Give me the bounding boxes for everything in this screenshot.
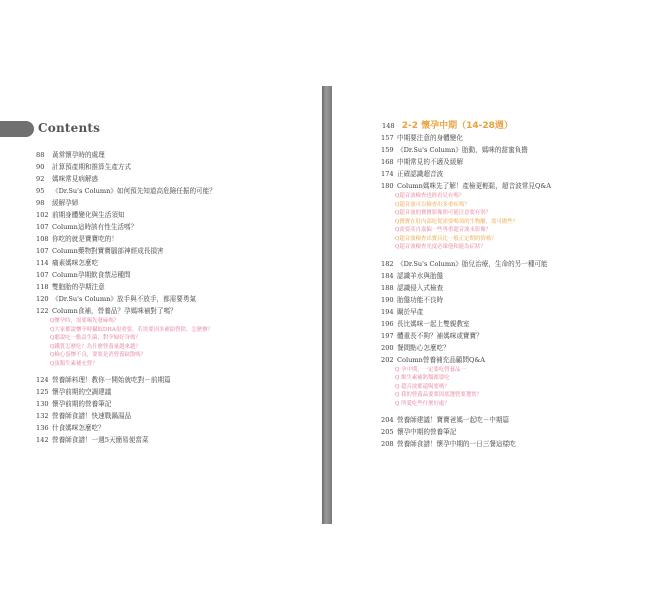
toc-entry-title: 雙胞胎的孕期注意 <box>52 283 105 291</box>
toc-page-number: 125 <box>36 388 49 396</box>
toc-subquestion: Q需要產自嘉偏一些專重超音波未影像？ <box>395 227 492 233</box>
toc-page-number: 168 <box>381 158 394 166</box>
toc-entry-title: Column這時該有性生活嗎？ <box>52 223 138 231</box>
toc-subquestion: Q大家都說懷孕時攝取DHA很重要，若需要因多補給營除，怎麼辦？ <box>50 326 213 333</box>
toc-entry-title: 營養師建議！寶寶爸媽一起吃－中期篇 <box>397 416 510 424</box>
toc-entry-title: Column媽咪先了解！產檢更輕鬆，超音波常見Q&A <box>397 182 551 190</box>
toc-entry <box>36 293 216 305</box>
section-page-number: 148 <box>382 122 395 130</box>
toc-entry <box>36 269 216 281</box>
toc-entry <box>381 168 551 180</box>
toc-entry-title: 前期身體變化與生活須知 <box>52 211 125 219</box>
toc-page-number: 130 <box>36 400 49 408</box>
toc-subquestion: Q超音波檢查光度必暈他和能為症狀？ <box>395 244 486 250</box>
toc-page-number: 107 <box>36 223 49 231</box>
toc-page-number: 182 <box>381 259 394 268</box>
section-heading <box>382 118 513 131</box>
toc-entry-title: 你吃的就是寶寶吃的！ <box>52 235 118 243</box>
toc-subquestion: Q鐵質怎麼吃？為什麼營養量越來越？ <box>50 343 141 350</box>
toc-entry <box>36 422 216 434</box>
toc-entry <box>36 197 216 209</box>
toc-page-number: 174 <box>381 170 394 178</box>
toc-entry <box>36 305 216 317</box>
toc-entry <box>381 306 551 318</box>
toc-entry-title: 媽咪常見病解惑 <box>52 175 99 183</box>
toc-entry-title: 中期常見的不適及緩解 <box>397 158 463 166</box>
toc-entry-title: 緩解孕婦 <box>52 199 79 207</box>
toc-entry <box>36 221 216 233</box>
toc-page-number: 120 <box>36 295 49 303</box>
toc-entry-title: 懷孕前期的營養筆記 <box>52 400 112 408</box>
toc-entry <box>381 258 551 270</box>
toc-page-number: 90 <box>36 163 45 171</box>
toc-page-number: 157 <box>381 134 394 142</box>
toc-entry-title: 營養師食譜！一週5天簡易便當菜 <box>52 436 149 444</box>
toc-page-number: 122 <box>36 307 49 315</box>
section-title: 2-2 懷孕中期（14-28週） <box>401 121 513 131</box>
toc-entry <box>381 294 551 306</box>
toc-entry-title: 營養師食譜！懷孕中期的一日三餐這樣吃 <box>397 440 516 448</box>
toc-page-number: 102 <box>36 211 49 219</box>
toc-entry-title: 認識羊水與胎盤 <box>397 271 444 280</box>
toc-entry <box>381 330 551 342</box>
toc-page-number: 204 <box>381 416 394 424</box>
toc-entry-title: 中期要注意的身體變化 <box>397 134 463 142</box>
toc-entry-title: 痛素媽咪怎麼吃 <box>52 259 99 267</box>
book-spine <box>322 86 332 524</box>
toc-entry <box>381 342 551 354</box>
toc-page-number: 184 <box>381 271 394 280</box>
toc-subquestion: Q 所愛吃些什麼好處？ <box>395 400 450 407</box>
toc-entry <box>36 161 216 173</box>
contents-tab-marker <box>0 121 34 137</box>
toc-entry <box>381 180 551 192</box>
toc-entry-title: 懷孕中期的營養筆記 <box>397 428 457 436</box>
toc-entry-title: 關於早產 <box>397 307 424 316</box>
toc-page-number: 107 <box>36 271 49 279</box>
toc-entry-title: Column藥物對寶寶腦部神經成長損害 <box>52 247 164 255</box>
toc-page-number: 142 <box>36 436 49 444</box>
toc-entry-title: 餐間點心怎麼吃？ <box>397 343 450 352</box>
toc-entry-title: 懷孕前期的空調建議 <box>52 388 112 396</box>
toc-page-number: 205 <box>381 428 394 436</box>
toc-page-number: 132 <box>36 412 49 420</box>
toc-entry <box>36 386 216 398</box>
toc-page-number: 107 <box>36 247 49 255</box>
toc-page-number: 194 <box>381 307 394 316</box>
toc-subquestion: Q懷孕時，需要喝先發麻嗎？ <box>50 318 120 324</box>
toc-entry <box>381 354 551 366</box>
toc-entry <box>381 144 551 156</box>
toc-page-number: 190 <box>381 295 394 304</box>
toc-entry <box>381 156 551 168</box>
toc-page-number: 200 <box>381 343 394 352</box>
toc-page-number: 180 <box>381 182 394 190</box>
toc-right-list <box>381 132 551 450</box>
toc-page-number: 196 <box>381 319 394 328</box>
toc-subquestion: Q 我的營養品要要固底選營要選實？ <box>395 392 482 398</box>
toc-entry-title: 胎盤功能不良時 <box>397 295 444 304</box>
toc-entry-title: 正確認識超音波 <box>397 170 444 178</box>
toc-subquestion: Q聽說吃一點益生菌，對孕婦好身嗎？ <box>50 335 141 341</box>
toc-entry-title: Column營養補充品顧問Q&A <box>397 355 486 364</box>
toc-page-number: 136 <box>36 424 49 432</box>
toc-entry <box>381 438 551 450</box>
toc-entry-title: 黃常懷孕時的處理 <box>52 151 105 159</box>
toc-entry <box>381 426 551 438</box>
toc-entry-title: 營養師食譜！快速戰鍋湯品 <box>52 412 132 420</box>
toc-entry <box>36 281 216 293</box>
toc-page-number: 159 <box>381 146 394 154</box>
toc-entry-title: 《Dr.Su's Column》胎兒治療，生命的另一種可能 <box>397 259 548 268</box>
toc-entry <box>381 282 551 294</box>
toc-page-number: 92 <box>36 175 45 183</box>
toc-entry <box>381 318 551 330</box>
toc-entry <box>36 410 216 422</box>
toc-subquestion: Q蛋類生素補充營？ <box>50 360 98 367</box>
toc-entry <box>381 132 551 144</box>
toc-entry <box>36 374 216 386</box>
toc-entry-title: Column食補，營養品？孕媽咪補對了嗎？ <box>52 307 177 315</box>
toc-subquestion: Q超音波的寶寶影像照可能注意要有別？ <box>395 210 492 216</box>
toc-subquestion: Q超音波檢查出寶具比一般正定期的情嗎？ <box>395 235 497 242</box>
toc-page-number: 118 <box>36 283 49 291</box>
toc-page-number: 197 <box>381 331 394 340</box>
toc-entry <box>36 398 216 410</box>
toc-entry <box>36 233 216 245</box>
toc-page-number: 88 <box>36 151 45 159</box>
toc-entry-title: 《Dr.Su's Column》胎動，媽咪的甜蜜負擔 <box>397 146 528 154</box>
toc-page-number: 124 <box>36 376 49 384</box>
toc-page-number: 202 <box>381 355 394 364</box>
toc-subquestion: Q超音波可以檢查出多重疾嗎？ <box>395 201 470 208</box>
toc-entry <box>381 414 551 426</box>
toc-page-number: 98 <box>36 199 45 207</box>
toc-entry-title: 《Dr.Su's Column》如何預先知道高危險任振的可能？ <box>52 187 216 195</box>
toc-entry-title: 認識侵入式檢查 <box>397 283 444 292</box>
toc-entry <box>36 257 216 269</box>
toc-page-number: 208 <box>381 440 394 448</box>
toc-page-number: 108 <box>36 235 49 243</box>
toc-entry-title: 長比媽咪一起上雙親教室 <box>397 319 470 328</box>
toc-entry <box>36 434 216 446</box>
toc-entry <box>36 173 216 185</box>
toc-subquestion: Q超音波檢查也經看見有嗎？ <box>395 193 465 199</box>
toc-entry <box>36 209 216 221</box>
toc-entry-title: 什食媽咪怎麼吃？ <box>52 424 105 432</box>
toc-subquestion: Q 孕中期，一定要吃營養品一 <box>395 366 466 373</box>
contents-heading: Contents <box>38 121 101 135</box>
toc-subquestion: Q檢心蛋懷不良，要要是消營養缺散嗎？ <box>50 352 147 358</box>
toc-entry <box>36 245 216 257</box>
toc-entry <box>381 270 551 282</box>
toc-entry-title: 體重長不夠？補媽咪或寶寶？ <box>397 331 483 340</box>
toc-entry <box>36 185 216 197</box>
toc-entry <box>36 149 216 161</box>
toc-subquestion: Q寶寶在肚內部吃從需要嗎須的生物醣，需可做些？ <box>395 218 519 225</box>
toc-entry-title: 計算預產期和推算生產方式 <box>52 163 132 171</box>
toc-page-number: 95 <box>36 187 45 195</box>
toc-subquestion: Q 超音波都還喝要嗎？ <box>395 383 450 390</box>
toc-left-list <box>36 149 216 446</box>
toc-entry-title: 《Dr.Su's Column》放手與不放手，都需要勇氣 <box>52 295 197 303</box>
toc-subquestion: Q 維生素補鈣類都要吃 <box>395 375 450 381</box>
toc-page-number: 114 <box>36 259 49 267</box>
toc-page-number: 188 <box>381 283 394 292</box>
toc-entry-title: Column孕期飲食禁忌種問 <box>52 271 131 279</box>
toc-entry-title: 營養師料理！教你一開始就吃對－前期篇 <box>52 376 171 384</box>
